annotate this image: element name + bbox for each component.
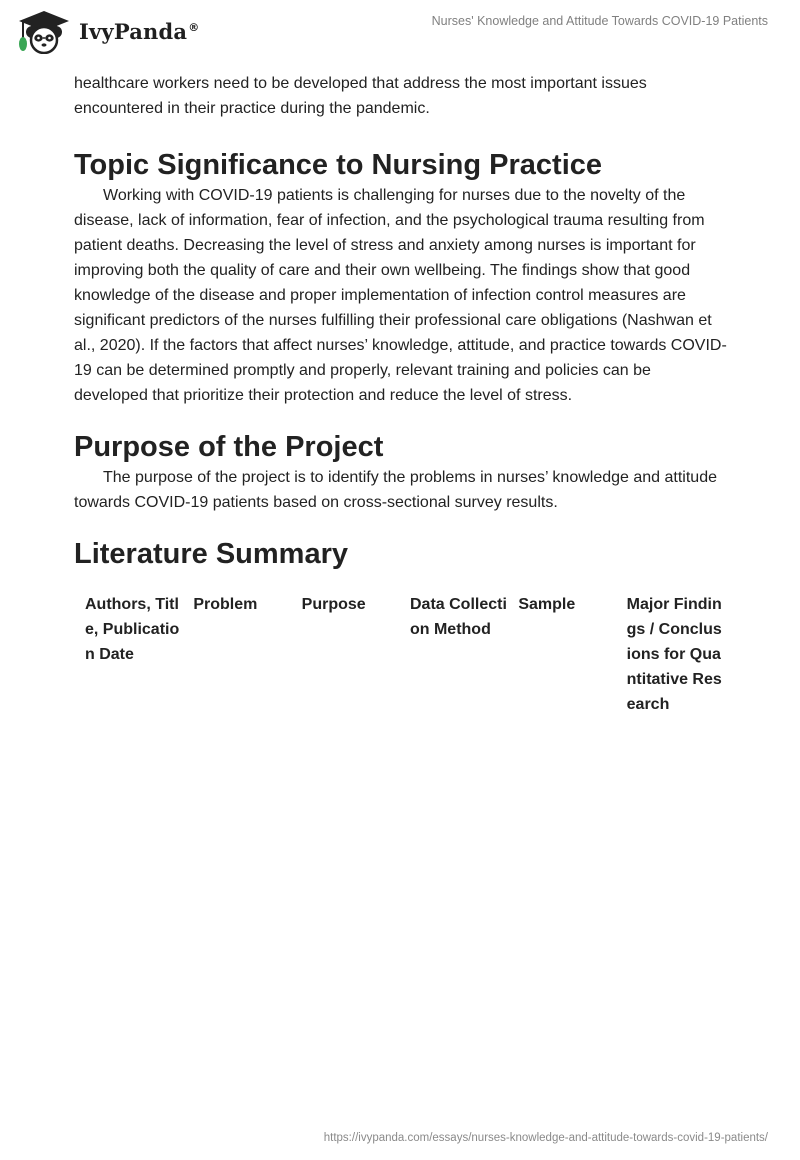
column-header: Major Findings / Conclusions for Quantitative Research [626,596,722,713]
ivypanda-logo[interactable] [15,8,199,54]
document-title: Nurses' Knowledge and Attitude Towards COVID-19 Patients [431,14,768,28]
purpose-heading: Purpose of the Project [74,431,384,463]
purpose-paragraph: The purpose of the project is to identify the problems in nurses’ knowledge and attitude towards COVID-19 patients based on cross-sectional survey results. [74,469,717,511]
essay-content [74,71,728,717]
topic-significance-heading: Topic Significance to Nursing Practice [74,149,603,181]
page-header [0,0,800,62]
source-url[interactable]: https://ivypanda.com/essays/nurses-knowledge-and-attitude-towards-covid-19-patients/ [323,1132,768,1144]
panda-logo-icon [15,8,73,54]
literature-summary-table [74,592,724,717]
column-header: Problem [193,596,258,613]
topic-significance-paragraph: Working with COVID-19 patients is challenging for nurses due to the novelty of the disease, lack of information, fear of infection, and the psychological trauma resulting from patient deaths. Decreasing the level of stress and anxiety among nurses is important for improving both the quality of care and their own wellbeing. The findings show that good knowledge of the disease and proper implementation of infection control measures are significant predictors of the nurses fulfilling their professional care obligations (Nashwan et al., 2020). If the factors that affect nurses’ knowledge, attitude, and practice towards COVID-19 can be determined promptly and properly, relevant training and policies can be developed that prioritize their protection and reduce the level of stress. [74,187,727,404]
column-header: Sample [518,596,576,613]
logo-wordmark: IvyPanda® [79,18,200,44]
column-header: Authors, Title, Publication Date [85,596,180,663]
literature-summary-heading: Literature Summary [74,538,348,570]
column-header: Purpose [301,596,366,613]
column-header: Data Collection Method [409,596,507,638]
intro-continued-paragraph: healthcare workers need to be developed that address the most important issues encountered in their practice during the pandemic. [74,75,647,117]
table-header-row [74,592,724,717]
